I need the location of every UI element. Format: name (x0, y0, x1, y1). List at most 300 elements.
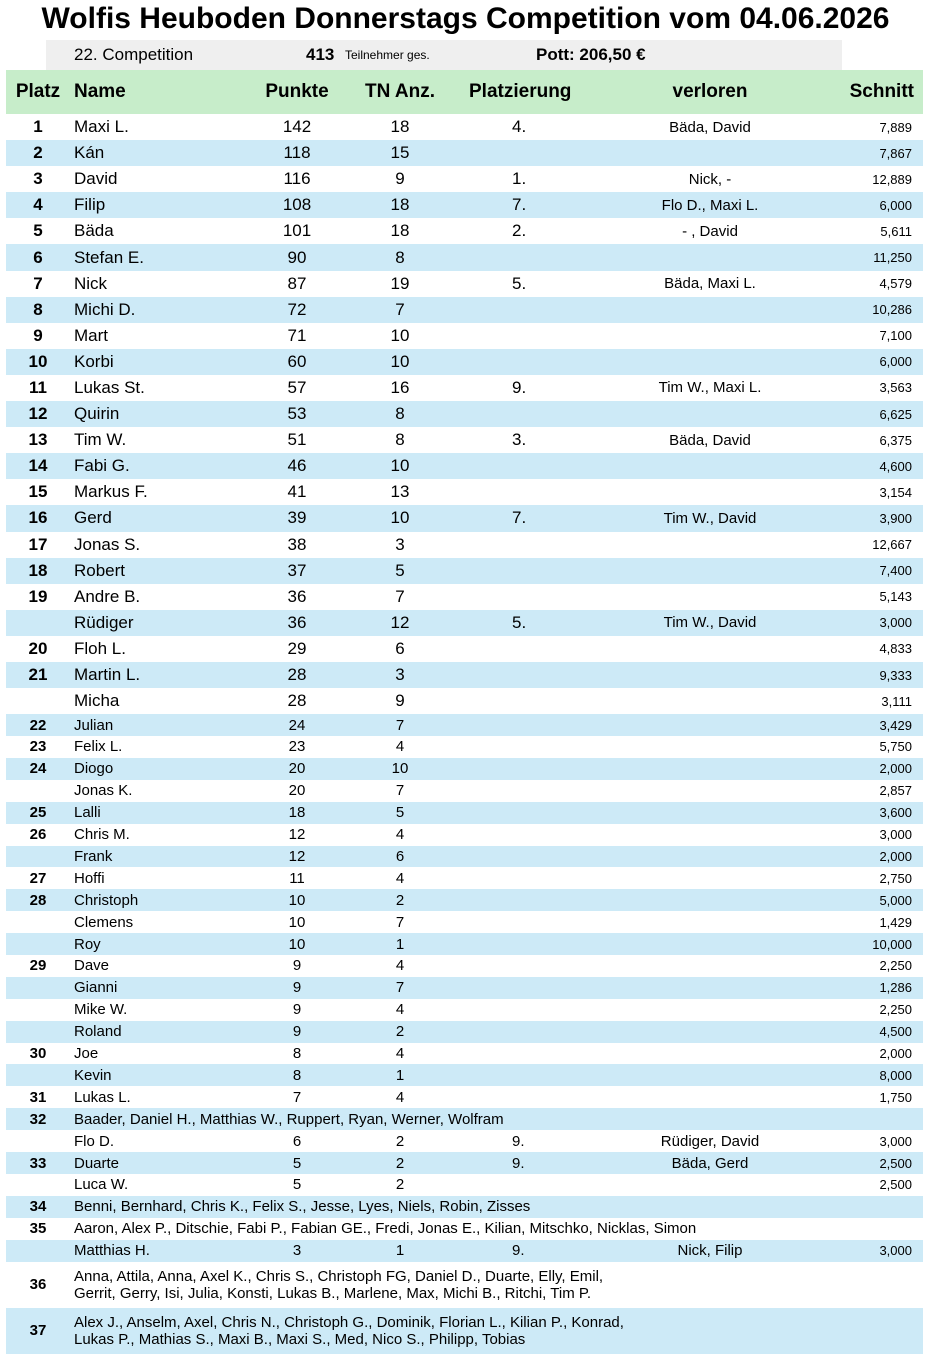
participations-cell: 2 (395, 1132, 405, 1150)
rank-cell: 26 (29, 826, 47, 844)
rank-cell (6, 610, 70, 636)
group-row (6, 1308, 923, 1354)
table-row (6, 610, 923, 636)
name-cell: Robert (74, 560, 126, 580)
table-row (6, 1064, 923, 1086)
lost-to-cell (610, 889, 810, 911)
name-cell: Mart (74, 325, 108, 345)
average-cell: 4,600 (879, 458, 912, 474)
placement-cell: 9. (512, 1242, 525, 1260)
participations-cell: 7 (395, 586, 405, 606)
name-cell: Nick (74, 273, 108, 293)
rank-cell: 20 (28, 638, 48, 658)
lost-to-cell (610, 867, 810, 889)
points-cell: 142 (282, 117, 312, 137)
points-cell: 37 (287, 560, 307, 580)
names-line: Anna, Attila, Anna, Axel K., Chris S., Christoph FG, Daniel D., Duarte, Elly, Emil, (74, 1267, 604, 1285)
lost-to-cell: - , David (682, 222, 738, 240)
placement-cell: 7. (512, 508, 527, 528)
participations-cell: 18 (390, 117, 410, 137)
header-name: Name (74, 81, 126, 102)
name-cell: Frank (74, 847, 113, 865)
table-row (6, 955, 923, 977)
participant-label: Teilnehmer ges. (345, 48, 430, 62)
points-cell: 24 (288, 716, 306, 734)
participations-cell: 3 (395, 665, 405, 685)
table-row (6, 375, 923, 401)
table-row (6, 114, 923, 140)
participations-cell: 2 (395, 1154, 405, 1172)
participations-cell: 8 (395, 404, 405, 424)
average-cell: 6,000 (879, 354, 912, 370)
rank-cell: 13 (28, 430, 48, 450)
rank-cell (6, 780, 70, 802)
lost-to-cell (610, 736, 810, 758)
participations-cell: 9 (395, 169, 405, 189)
participations-cell: 12 (390, 612, 410, 632)
rank-cell: 36 (29, 1276, 47, 1294)
table-row (6, 584, 923, 610)
participations-cell: 10 (390, 508, 410, 528)
average-cell: 3,111 (881, 693, 912, 709)
rank-cell: 22 (29, 716, 47, 734)
name-cell: Mike W. (74, 1001, 128, 1019)
participations-cell: 7 (395, 782, 405, 800)
participations-cell: 4 (395, 869, 405, 887)
points-cell: 9 (292, 1001, 302, 1019)
participations-cell: 7 (395, 716, 405, 734)
participations-cell: 5 (395, 804, 405, 822)
points-cell: 101 (282, 221, 312, 241)
table-row (6, 166, 923, 192)
average-cell: 1,286 (879, 980, 912, 996)
lost-to-cell (610, 758, 810, 780)
average-cell: 2,500 (879, 1155, 912, 1171)
placement-cell: 2. (512, 221, 527, 241)
lost-to-cell (610, 323, 810, 349)
average-cell: 12,889 (872, 171, 912, 187)
rank-cell: 32 (29, 1110, 47, 1128)
name-cell: David (74, 169, 118, 189)
points-cell: 57 (287, 377, 307, 397)
participations-cell: 8 (395, 247, 405, 267)
participations-cell: 10 (390, 456, 410, 476)
participations-cell: 4 (395, 1001, 405, 1019)
lost-to-cell: Bäda, Gerd (671, 1154, 749, 1172)
table-row (6, 889, 923, 911)
points-cell: 28 (287, 691, 307, 711)
participations-cell: 8 (395, 430, 405, 450)
table-row (6, 271, 923, 297)
rank-cell (6, 1240, 70, 1262)
competition-number: 22. Competition (74, 45, 194, 64)
name-cell: Julian (74, 716, 114, 734)
table-row (6, 323, 923, 349)
participations-cell: 16 (390, 377, 410, 397)
average-cell: 10,286 (872, 302, 912, 318)
lost-to-cell (610, 714, 810, 736)
points-cell: 87 (287, 273, 307, 293)
name-cell: Hoffi (74, 869, 105, 887)
rank-cell (6, 999, 70, 1021)
lost-to-cell (610, 999, 810, 1021)
name-cell: Andre B. (74, 586, 141, 606)
table-row (6, 1043, 923, 1065)
lost-to-cell: Bäda, Maxi L. (664, 275, 756, 293)
table-row (6, 1021, 923, 1043)
lost-to-cell (610, 244, 810, 270)
table-row (6, 1086, 923, 1108)
name-cell: Jonas K. (74, 782, 133, 800)
name-cell: Markus F. (74, 482, 148, 502)
rank-cell: 11 (29, 377, 47, 397)
lost-to-cell (610, 297, 810, 323)
points-cell: 118 (283, 143, 311, 163)
lost-to-cell: Rüdiger, David (660, 1132, 760, 1150)
rank-cell: 3 (33, 169, 43, 189)
lost-to-cell (610, 401, 810, 427)
average-cell: 3,563 (879, 380, 912, 396)
points-cell: 20 (288, 782, 306, 800)
rank-cell (6, 1064, 70, 1086)
participations-cell: 2 (395, 1023, 405, 1041)
rank-cell: 16 (28, 508, 48, 528)
table-row (6, 662, 923, 688)
points-cell: 116 (283, 169, 311, 189)
table-row (6, 688, 923, 714)
average-cell: 2,500 (879, 1177, 912, 1193)
average-cell: 3,154 (879, 484, 912, 500)
table-row (6, 532, 923, 558)
participations-cell: 1 (395, 1066, 405, 1084)
placement-cell: 7. (512, 195, 527, 215)
average-cell: 7,889 (879, 119, 912, 135)
participations-cell: 10 (391, 760, 409, 778)
lost-to-cell: Nick, Filip (677, 1242, 743, 1260)
rank-cell: 29 (29, 957, 47, 975)
placement-cell: 3. (512, 430, 527, 450)
lost-to-cell (610, 802, 810, 824)
average-cell: 2,000 (879, 761, 912, 777)
lost-to-cell: Flo D., Maxi L. (661, 196, 759, 214)
points-cell: 71 (287, 325, 307, 345)
table-row (6, 802, 923, 824)
points-cell: 72 (287, 299, 307, 319)
points-cell: 18 (288, 804, 306, 822)
participations-cell: 6 (395, 847, 405, 865)
names-list (74, 1196, 914, 1218)
lost-to-cell (610, 558, 810, 584)
average-cell: 2,000 (879, 848, 912, 864)
participations-cell: 4 (395, 957, 405, 975)
table-row (6, 140, 923, 166)
points-cell: 46 (287, 456, 307, 476)
rank-cell: 12 (28, 404, 48, 424)
lost-to-cell (610, 977, 810, 999)
points-cell: 10 (288, 935, 306, 953)
table-row (6, 349, 923, 375)
table-row (6, 977, 923, 999)
participations-cell: 18 (390, 195, 410, 215)
participations-cell: 4 (395, 1088, 405, 1106)
name-cell: Bäda (74, 221, 114, 241)
lost-to-cell (610, 1043, 810, 1065)
lost-to-cell: Tim W., David (663, 509, 757, 527)
name-cell: Quirin (74, 404, 120, 424)
rank-cell (6, 1130, 70, 1152)
rank-cell: 10 (28, 351, 48, 371)
average-cell: 4,500 (879, 1024, 912, 1040)
placement-cell: 4. (512, 117, 527, 137)
points-cell: 9 (292, 979, 302, 997)
name-cell: Kán (74, 143, 105, 163)
lost-to-cell (610, 846, 810, 868)
table-row (6, 1152, 923, 1174)
lost-to-cell (610, 933, 810, 955)
participations-cell: 7 (395, 913, 405, 931)
ranking-table (6, 114, 923, 1354)
table-header (6, 70, 923, 114)
points-cell: 36 (287, 612, 307, 632)
average-cell: 6,375 (879, 432, 912, 448)
lost-to-cell (610, 1021, 810, 1043)
rank-cell: 28 (29, 891, 47, 909)
table-row (6, 999, 923, 1021)
name-cell: Filip (74, 195, 106, 215)
group-row (6, 1218, 923, 1240)
table-row (6, 911, 923, 933)
table-row (6, 780, 923, 802)
lost-to-cell (610, 1086, 810, 1108)
rank-cell: 9 (33, 325, 43, 345)
rank-cell: 25 (29, 804, 47, 822)
rank-cell (6, 846, 70, 868)
average-cell: 6,000 (879, 197, 912, 213)
group-row (6, 1196, 923, 1218)
participations-cell: 1 (395, 1242, 405, 1260)
lost-to-cell (610, 636, 810, 662)
points-cell: 41 (287, 482, 307, 502)
lost-to-cell (610, 453, 810, 479)
rank-cell: 21 (28, 665, 48, 685)
lost-to-cell: Tim W., Maxi L. (658, 379, 762, 397)
header-platz: Platz (15, 81, 61, 102)
rank-cell: 7 (33, 273, 43, 293)
name-cell: Fabi G. (74, 456, 130, 476)
rank-cell: 27 (29, 869, 47, 887)
participations-cell: 2 (395, 1176, 405, 1194)
placement-cell: 9. (512, 1132, 525, 1150)
points-cell: 10 (288, 891, 306, 909)
points-cell: 36 (287, 586, 307, 606)
points-cell: 12 (288, 826, 306, 844)
points-cell: 29 (287, 638, 307, 658)
participant-count: 413 (306, 45, 335, 64)
points-cell: 9 (292, 957, 302, 975)
participations-cell: 5 (395, 560, 405, 580)
participations-cell: 7 (395, 299, 405, 319)
table-row (6, 1174, 923, 1196)
name-cell: Jonas S. (74, 534, 141, 554)
points-cell: 53 (287, 404, 307, 424)
table-row (6, 824, 923, 846)
average-cell: 10,000 (872, 936, 912, 952)
points-cell: 12 (288, 847, 306, 865)
points-cell: 8 (292, 1044, 302, 1062)
rank-cell: 5 (33, 221, 43, 241)
table-row (6, 933, 923, 955)
points-cell: 28 (287, 665, 307, 685)
average-cell: 3,000 (879, 1243, 912, 1259)
participations-cell: 3 (395, 534, 405, 554)
names-line: Baader, Daniel H., Matthias W., Ruppert, Ryan, Werner, Wolfram (74, 1110, 504, 1128)
average-cell: 2,250 (879, 958, 912, 974)
lost-to-cell (610, 955, 810, 977)
table-row (6, 479, 923, 505)
table-row (6, 714, 923, 736)
name-cell: Roland (74, 1023, 122, 1041)
names-line: Alex J., Anselm, Axel, Chris N., Christoph G., Dominik, Florian L., Kilian P., Konrad, (74, 1313, 624, 1331)
lost-to-cell (610, 532, 810, 558)
rank-cell: 33 (29, 1154, 47, 1172)
rank-cell: 1 (33, 117, 43, 137)
group-row (6, 1262, 923, 1308)
lost-to-cell (610, 1174, 810, 1196)
placement-cell: 1. (512, 169, 527, 189)
participations-cell: 9 (395, 691, 405, 711)
name-cell: Maxi L. (74, 117, 129, 137)
name-cell: Duarte (74, 1154, 120, 1172)
points-cell: 3 (292, 1242, 302, 1260)
participations-cell: 2 (395, 891, 405, 909)
name-cell: Clemens (74, 913, 134, 931)
name-cell: Matthias H. (74, 1242, 150, 1260)
participations-cell: 4 (395, 826, 405, 844)
average-cell: 5,750 (879, 739, 912, 755)
name-cell: Gerd (74, 508, 112, 528)
names-list (74, 1218, 914, 1240)
average-cell: 7,867 (879, 145, 912, 161)
table-row (6, 218, 923, 244)
average-cell: 11,250 (873, 250, 912, 266)
rank-cell: 15 (28, 482, 48, 502)
points-cell: 5 (292, 1176, 302, 1194)
rank-cell (6, 977, 70, 999)
info-bar (46, 40, 842, 70)
placement-cell: 5. (512, 612, 527, 632)
participations-cell: 13 (390, 482, 410, 502)
header-verloren: verloren (672, 81, 748, 102)
lost-to-cell (610, 349, 810, 375)
rank-cell: 14 (28, 456, 48, 476)
names-line: Lukas P., Mathias S., Maxi B., Maxi S., Med, Nico S., Philipp, Tobias (74, 1330, 526, 1348)
table-row (6, 453, 923, 479)
lost-to-cell (610, 911, 810, 933)
participations-cell: 10 (390, 351, 410, 371)
table-row (6, 636, 923, 662)
table-row (6, 558, 923, 584)
average-cell: 4,833 (879, 641, 912, 657)
participations-cell: 4 (395, 738, 405, 756)
rank-cell: 2 (33, 143, 43, 163)
rank-cell (6, 911, 70, 933)
points-cell: 38 (287, 534, 307, 554)
names-list (74, 1262, 914, 1308)
header-punkte: Punkte (265, 81, 329, 102)
placement-cell: 9. (512, 1154, 525, 1172)
points-cell: 108 (282, 195, 312, 215)
rank-cell: 17 (28, 534, 48, 554)
average-cell: 3,000 (879, 1133, 912, 1149)
rank-cell: 4 (33, 195, 43, 215)
participations-cell: 6 (395, 638, 405, 658)
pot-amount: Pott: 206,50 € (536, 45, 646, 64)
table-row (6, 505, 923, 531)
table-row (6, 192, 923, 218)
table-row (6, 846, 923, 868)
average-cell: 7,100 (879, 328, 912, 344)
lost-to-cell (610, 479, 810, 505)
lost-to-cell (610, 824, 810, 846)
table-row (6, 401, 923, 427)
names-line: Benni, Bernhard, Chris K., Felix S., Jesse, Lyes, Niels, Robin, Zisses (74, 1198, 531, 1216)
name-cell: Chris M. (74, 826, 130, 844)
name-cell: Luca W. (74, 1176, 129, 1194)
average-cell: 1,750 (879, 1089, 912, 1105)
lost-to-cell (610, 688, 810, 714)
name-cell: Diogo (74, 760, 114, 778)
average-cell: 2,750 (879, 870, 912, 886)
lost-to-cell: Tim W., David (663, 614, 757, 632)
points-cell: 8 (292, 1066, 302, 1084)
rank-cell: 34 (29, 1198, 47, 1216)
placement-cell: 5. (512, 273, 527, 293)
lost-to-cell (610, 1064, 810, 1086)
table-row (6, 1130, 923, 1152)
average-cell: 3,600 (879, 805, 912, 821)
average-cell: 2,250 (879, 1002, 912, 1018)
name-cell: Lukas L. (74, 1088, 131, 1106)
participations-cell: 4 (395, 1044, 405, 1062)
average-cell: 3,000 (879, 827, 912, 843)
placement-cell: 9. (512, 377, 527, 397)
name-cell: Gianni (74, 979, 118, 997)
points-cell: 5 (292, 1154, 302, 1172)
name-cell: Korbi (74, 351, 114, 371)
average-cell: 3,429 (879, 717, 912, 733)
table-row (6, 867, 923, 889)
average-cell: 5,000 (879, 892, 912, 908)
name-cell: Lukas St. (74, 377, 145, 397)
name-cell: Felix L. (74, 738, 123, 756)
table-row (6, 427, 923, 453)
average-cell: 12,667 (872, 537, 912, 553)
participations-cell: 7 (395, 979, 405, 997)
header-platzierung: Platzierung (469, 81, 572, 102)
participations-cell: 19 (390, 273, 410, 293)
points-cell: 39 (287, 508, 307, 528)
rank-cell: 37 (29, 1322, 47, 1340)
points-cell: 20 (288, 760, 306, 778)
average-cell: 3,000 (879, 615, 912, 631)
points-cell: 9 (292, 1023, 302, 1041)
average-cell: 4,579 (879, 276, 912, 292)
name-cell: Joe (74, 1044, 99, 1062)
lost-to-cell (610, 780, 810, 802)
name-cell: Kevin (74, 1066, 112, 1084)
rank-cell: 6 (33, 247, 43, 267)
lost-to-cell (610, 662, 810, 688)
